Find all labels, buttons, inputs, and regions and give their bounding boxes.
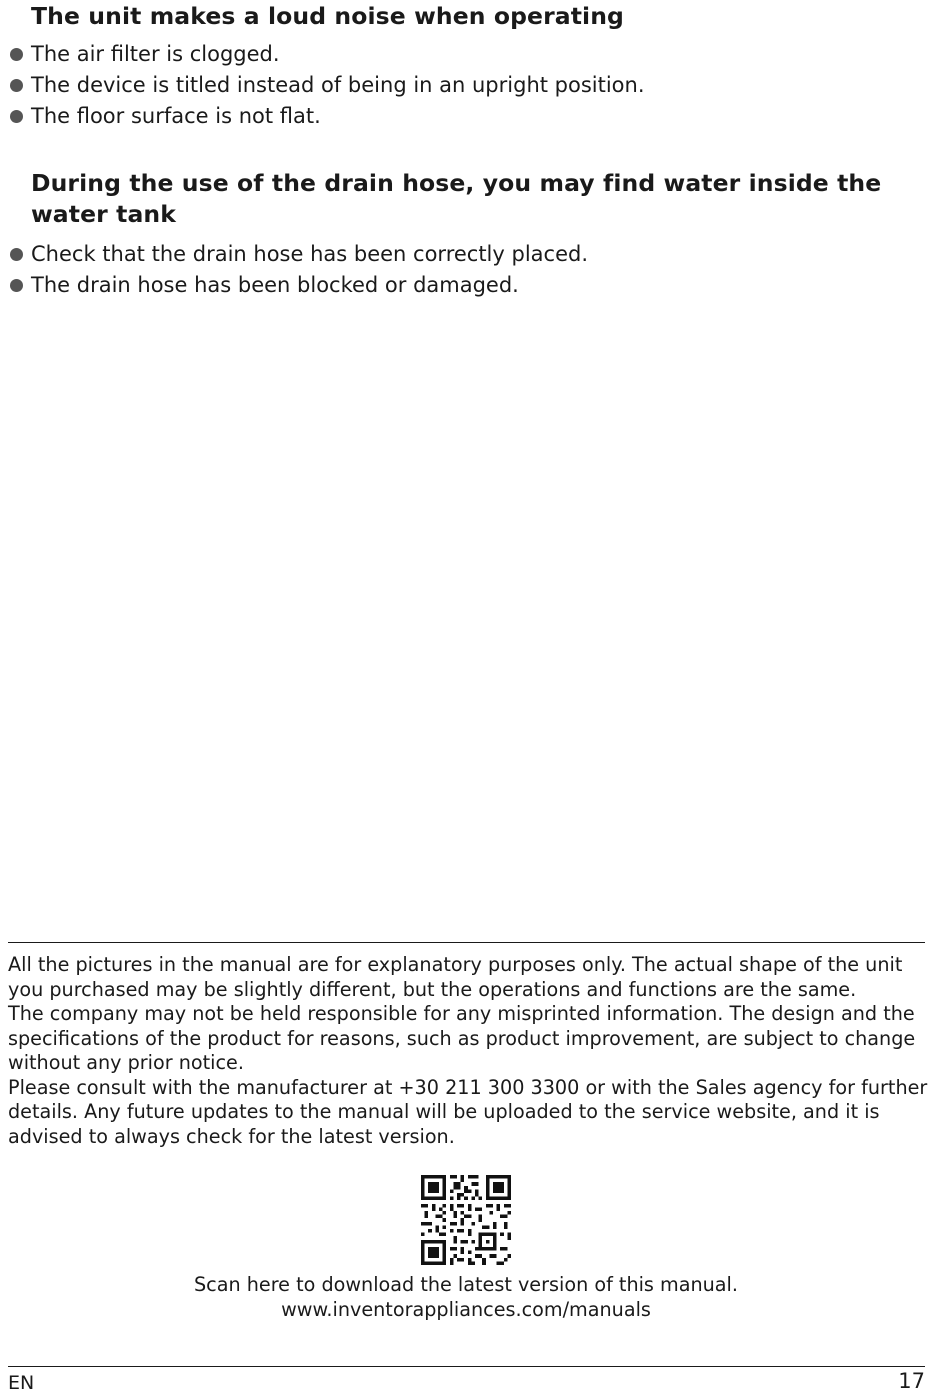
qr-code-icon[interactable]: [421, 1175, 511, 1265]
list-item: [0, 39, 920, 70]
list-item-text: The drain hose has been blocked or damaged.: [31, 273, 519, 297]
bullet-list-drain-hose: [0, 239, 920, 301]
section-heading-drain-hose: During the use of the drain hose, you may find water inside the water tank: [31, 169, 882, 228]
footer-language: EN: [8, 1372, 35, 1394]
list-item-text: The floor surface is not flat.: [31, 104, 321, 128]
disclaimer-paragraph-contact: Please consult with the manufacturer at +30 211 300 3300 or with the Sales agency for further details. Any future updates to the manual will be uploaded to the service website, and it is advised to always check for the latest version.: [8, 1075, 928, 1148]
disclaimer-paragraph-responsibility: The company may not be held responsible for any misprinted information. The design and the specifications of the product for reasons, such as product improvement, are subject to change without any prior notice.: [8, 1002, 916, 1074]
section-heading-loud-noise: The unit makes a loud noise when operating: [31, 2, 624, 30]
list-item: [0, 270, 920, 301]
bullet-dot-icon: [10, 279, 23, 292]
footer-divider: [8, 1366, 925, 1367]
bullet-dot-icon: [10, 248, 23, 261]
bullet-dot-icon: [10, 48, 23, 61]
disclaimer-paragraph-pictures: All the pictures in the manual are for explanatory purposes only. The actual shape of the unit you purchased may be slightly different, but the operations and functions are the same.: [8, 953, 903, 1001]
list-item: [0, 101, 920, 132]
list-item: [0, 70, 920, 101]
bullet-dot-icon: [10, 110, 23, 123]
bullet-list-loud-noise: [0, 39, 920, 132]
disclaimer-divider: [8, 942, 925, 943]
list-item-text: The device is titled instead of being in an upright position.: [31, 73, 645, 97]
manual-url-link[interactable]: www.inventorappliances.com/manuals: [281, 1298, 651, 1321]
list-item-text: Check that the drain hose has been correctly placed.: [31, 242, 589, 266]
qr-caption: Scan here to download the latest version of this manual.: [194, 1273, 738, 1296]
disclaimer-block: [8, 953, 928, 1149]
page-number: 17: [898, 1369, 925, 1393]
bullet-dot-icon: [10, 79, 23, 92]
list-item: [0, 239, 920, 270]
list-item-text: The air filter is clogged.: [31, 42, 280, 66]
